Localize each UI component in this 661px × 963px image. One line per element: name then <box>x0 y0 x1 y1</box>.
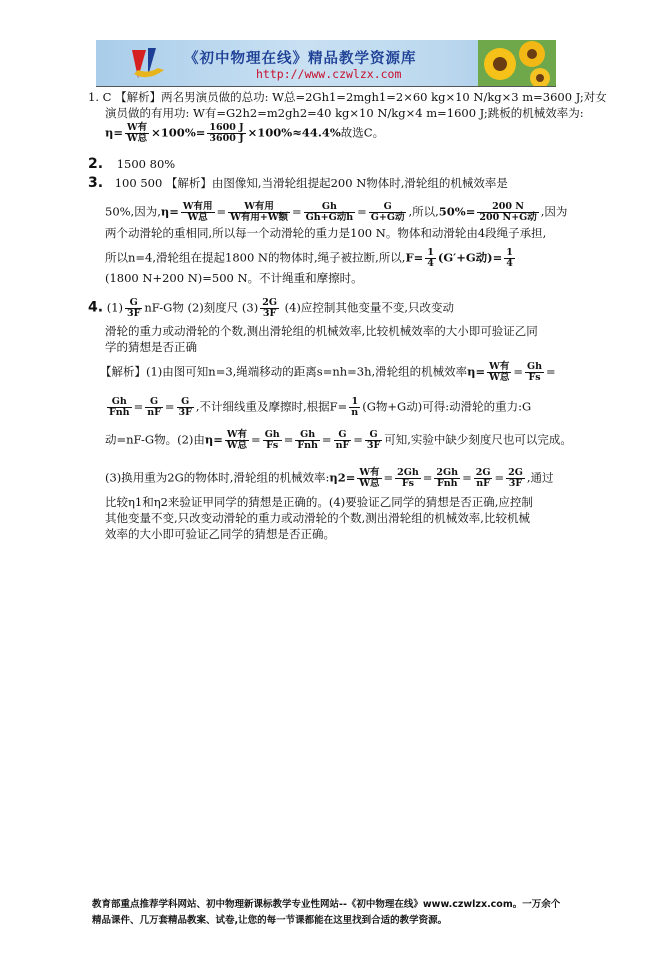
sunflower-image <box>478 40 556 86</box>
q3-line2: 50%,因为,η= $\frac{\text{W有用}}{\text{W总}}$ = $\frac{\text{W有用}}{\text{W有用+W额}}$ = $\frac{Gh}{\text{Gh+G动h}}$ = $\frac{G}{\text{G+G动}}$ ,所以,50%= $\frac{200 N}{\text{200 N+G动}}$ ,因为 <box>105 201 568 223</box>
q3-line5: (1800 N+200 N)=500 N。不计绳重和摩擦时。 <box>105 271 363 285</box>
q4-line8: 比较η1和η2来验证甲同学的猜想是正确的。(4)要验证乙同学的猜想是否正确,应控制 <box>105 495 533 509</box>
q1-frac-1: $\frac{\text{W有}}{\text{W总}}$ <box>127 122 148 144</box>
q4-frac-5a: $\frac{Gh}{\text{Fnh}}$ <box>109 396 130 418</box>
footer <box>92 897 592 929</box>
q4-frac-5b: $\frac{G}{nF}$ <box>147 396 161 418</box>
q3-number: 3. <box>88 175 104 191</box>
q3-frac-b: $\frac{\text{W有用}}{\text{W有用+W额}}$ <box>230 201 288 223</box>
q3-frac-a: $\frac{\text{W有用}}{\text{W总}}$ <box>182 201 213 223</box>
q2-number: 2. <box>88 156 104 172</box>
q4-frac-5d: $\frac{1}{n}$ <box>351 396 359 418</box>
q4-frac-6d: $\frac{G}{nF}$ <box>335 429 350 451</box>
header-title: 《初中物理在线》精品教学资源库 <box>184 51 417 67</box>
q4-frac-4a: $\frac{\text{W有}}{\text{W总}}$ <box>489 361 510 383</box>
q4-frac-6c: $\frac{Gh}{\text{Fnh}}$ <box>297 429 318 451</box>
q4-line2: 滑轮的重力或动滑轮的个数,测出滑轮组的机械效率,比较机械效率的大小即可验证乙同 <box>105 324 538 338</box>
footer-line2: 精品课件、几万套精品教案、试卷,让您的每一节课都能在这里找到合适的教学资源。 <box>92 915 448 926</box>
q1-frac-2: $\frac{1600 J}{3600 J}$ <box>209 122 244 144</box>
q4-frac-7c: $\frac{2Gh}{\text{Fnh}}$ <box>436 467 459 489</box>
header-url[interactable]: http://www.czwlzx.com <box>256 67 402 81</box>
q3-line3: 两个动滑轮的重相同,所以每一个动滑轮的重力是100 N。物体和动滑轮由4段绳子承担, <box>105 226 547 240</box>
q4-line6: 动=nF-G物。(2)由η= $\frac{\text{W有}}{\text{W总}}$ = $\frac{Gh}{Fs}$ = $\frac{Gh}{\text{Fnh}}$ = $\frac{G}{nF}$ = $\frac{G}{3F}$ 可知,实验中缺少刻度尺也可以完成。 <box>105 429 572 451</box>
site-logo-icon <box>128 44 168 82</box>
q3-line4: 所以n=4,滑轮组在提起1800 N的物体时,绳子被拉断,所以,F= $\frac{1}{4}$ (G′+G动)= $\frac{1}{4}$ <box>105 247 513 269</box>
header-banner <box>96 40 556 86</box>
q1-line1: 1. C 【解析】两名男演员做的总功: W总=2Gh1=2mgh1=2×60 kg×10 N/kg×3 m=3600 J;对女 <box>88 90 607 104</box>
footer-line1: 教育部重点推荐学科网站、初中物理新课标教学专业性网站--《初中物理在线》www.czwlzx.com。一万余个 <box>92 899 561 910</box>
q4-line10: 效率的大小即可验证乙同学的猜想是否正确。 <box>105 527 335 541</box>
q4-frac-7a: $\frac{\text{W有}}{\text{W总}}$ <box>359 467 380 489</box>
q1-line2: 演员做的有用功: W有=G2h2=m2gh2=40 kg×10 N/kg×4 m=1600 J;跳板的机械效率为: <box>105 106 584 120</box>
q2-answer: 1500 80% <box>116 157 176 171</box>
q3-frac-f: $\frac{1}{4}$ <box>427 247 434 269</box>
q4-frac-6b: $\frac{Gh}{Fs}$ <box>264 429 280 451</box>
q4-frac-7d: $\frac{2G}{nF}$ <box>475 467 491 489</box>
q4-frac-6a: $\frac{\text{W有}}{\text{W总}}$ <box>226 429 248 451</box>
q3-frac-c: $\frac{Gh}{\text{Gh+G动h}}$ <box>305 201 354 223</box>
q4-line5: $\frac{Gh}{\text{Fnh}}$ = $\frac{G}{nF}$ = $\frac{G}{3F}$ ,不计细线重及摩擦时,根据F= $\frac{1}{n}$ (G物+G动)可得:动滑轮的重力:G <box>109 396 532 418</box>
q3-frac-g: $\frac{1}{4}$ <box>506 247 513 269</box>
q3-frac-e: $\frac{200 N}{\text{200 N+G动}}$ <box>479 201 537 223</box>
header-divider <box>96 86 556 87</box>
q4-frac-a: $\frac{G}{3F}$ <box>127 297 141 319</box>
q4-line7: (3)换用重为2G的物体时,滑轮组的机械效率:η2= $\frac{\text{W有}}{\text{W总}}$ = $\frac{2Gh}{Fs}$ = $\frac{2Gh}{\text{Fnh}}$ = $\frac{2G}{nF}$ = $\frac{2G}{3F}$ ,通过 <box>105 467 554 489</box>
q4-line1: 4. (1) $\frac{G}{3F}$ nF-G物 (2)刻度尺 (3) $\frac{2G}{3F}$ (4)应控制其他变量不变,只改变动 <box>88 297 455 319</box>
q4-frac-5c: $\frac{G}{3F}$ <box>178 396 192 418</box>
q1-line3: η= $\frac{\text{W有}}{\text{W总}}$ ×100%= $\frac{1600 J}{3600 J}$ ×100%≈44.4%故选C。 <box>105 122 385 144</box>
q4-line9: 其他变量不变,只改变动滑轮的重力或动滑轮的个数,测出滑轮组的机械效率,比较机械 <box>105 511 530 525</box>
q4-number: 4. <box>88 299 104 316</box>
q4-frac-6e: $\frac{G}{3F}$ <box>366 429 381 451</box>
q2-line <box>88 156 175 172</box>
q4-frac-7e: $\frac{2G}{3F}$ <box>508 467 523 489</box>
q1-number: 1. <box>88 90 99 104</box>
q4-line3: 学的猜想是否正确 <box>105 340 197 354</box>
q4-frac-7b: $\frac{2Gh}{Fs}$ <box>397 467 419 489</box>
q4-frac-4b: $\frac{Gh}{Fs}$ <box>526 361 543 383</box>
q4-line4: 【解析】(1)由图可知n=3,绳端移动的距离s=nh=3h,滑轮组的机械效率η= $\frac{\text{W有}}{\text{W总}}$ = $\frac{Gh}{Fs}$ = <box>100 361 556 383</box>
q3-frac-d: $\frac{G}{\text{G+G动}}$ <box>370 201 405 223</box>
q4-frac-b: $\frac{2G}{3F}$ <box>262 297 277 319</box>
q3-line1: 3. 100 500 【解析】由图像知,当滑轮组提起200 N物体时,滑轮组的机械效率是 <box>88 175 508 191</box>
